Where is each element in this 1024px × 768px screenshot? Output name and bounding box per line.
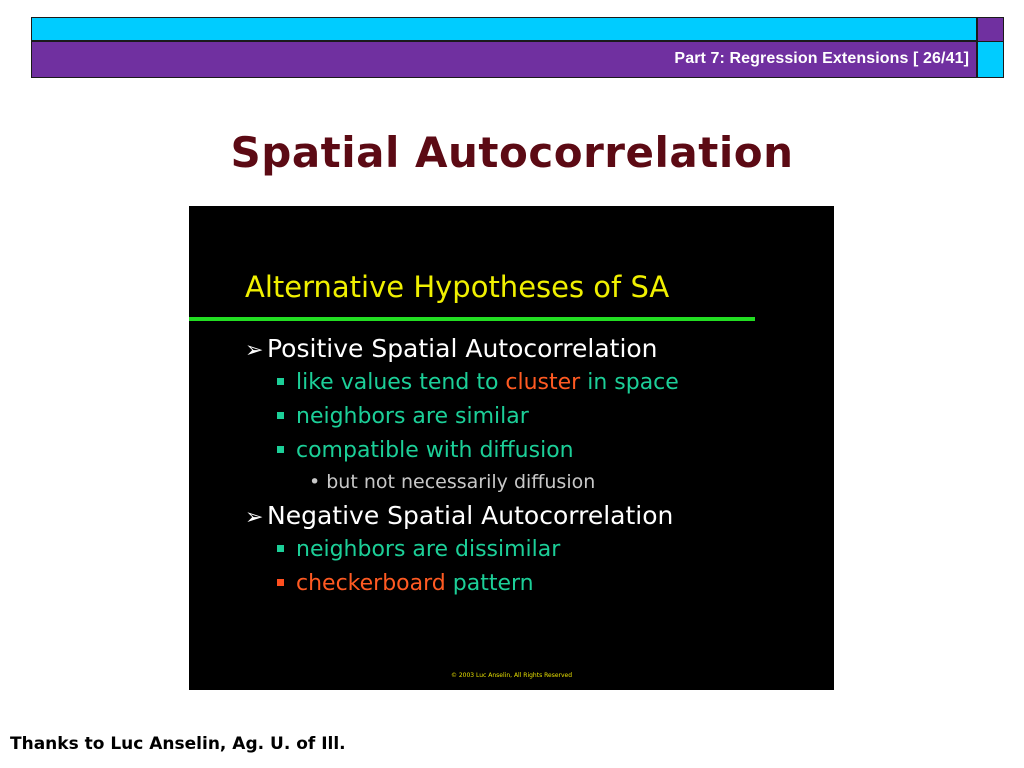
breadcrumb: Part 7: Regression Extensions [ 26/41] <box>674 50 969 67</box>
subbullet-dissimilar-label: neighbors are dissimilar <box>296 537 561 562</box>
subbullet-dissimilar <box>277 537 560 562</box>
subbullet-checkerboard-suffix: pattern <box>445 571 534 596</box>
arrow-bullet-icon: ➢ <box>245 338 264 363</box>
subbullet-similar-label: neighbors are similar <box>296 404 529 429</box>
bullet-positive-label: Positive Spatial Autocorrelation <box>267 334 658 363</box>
copyright-notice: © 2003 Luc Anselin, All Rights Reserved <box>450 672 573 679</box>
footer-credit: Thanks to Luc Anselin, Ag. U. of Ill. <box>10 734 346 754</box>
embedded-slide-title: Alternative Hypotheses of SA <box>245 270 670 304</box>
square-bullet-icon <box>277 412 284 419</box>
title-divider <box>189 317 755 321</box>
subbullet-cluster-suffix: in space <box>580 370 679 395</box>
subbullet-cluster <box>277 370 679 395</box>
dot-bullet-icon: • <box>309 471 327 493</box>
square-bullet-icon <box>277 545 284 552</box>
page-title: Spatial Autocorrelation <box>230 128 794 177</box>
square-bullet-icon <box>277 378 284 385</box>
square-bullet-icon <box>277 446 284 453</box>
bullet-negative <box>245 501 673 530</box>
embedded-slide-image <box>189 206 834 690</box>
subbullet-similar <box>277 404 529 429</box>
subbullet-cluster-prefix: like values tend to <box>296 370 506 395</box>
arrow-bullet-icon: ➢ <box>245 505 264 530</box>
header-corner-cyan <box>977 41 1004 78</box>
highlight-checkerboard: checkerboard <box>296 571 446 596</box>
square-bullet-red-icon <box>277 579 284 586</box>
subbullet-checkerboard <box>277 571 534 596</box>
highlight-cluster: cluster <box>505 370 581 395</box>
subbullet-diffusion <box>277 438 574 463</box>
bullet-positive <box>245 334 658 363</box>
header-corner-purple <box>977 17 1004 42</box>
subsubbullet-not-necessarily <box>309 471 595 493</box>
subsubbullet-label: but not necessarily diffusion <box>326 471 596 493</box>
subbullet-diffusion-label: compatible with diffusion <box>296 438 574 463</box>
bullet-negative-label: Negative Spatial Autocorrelation <box>267 501 674 530</box>
header-bar-cyan <box>31 17 977 41</box>
